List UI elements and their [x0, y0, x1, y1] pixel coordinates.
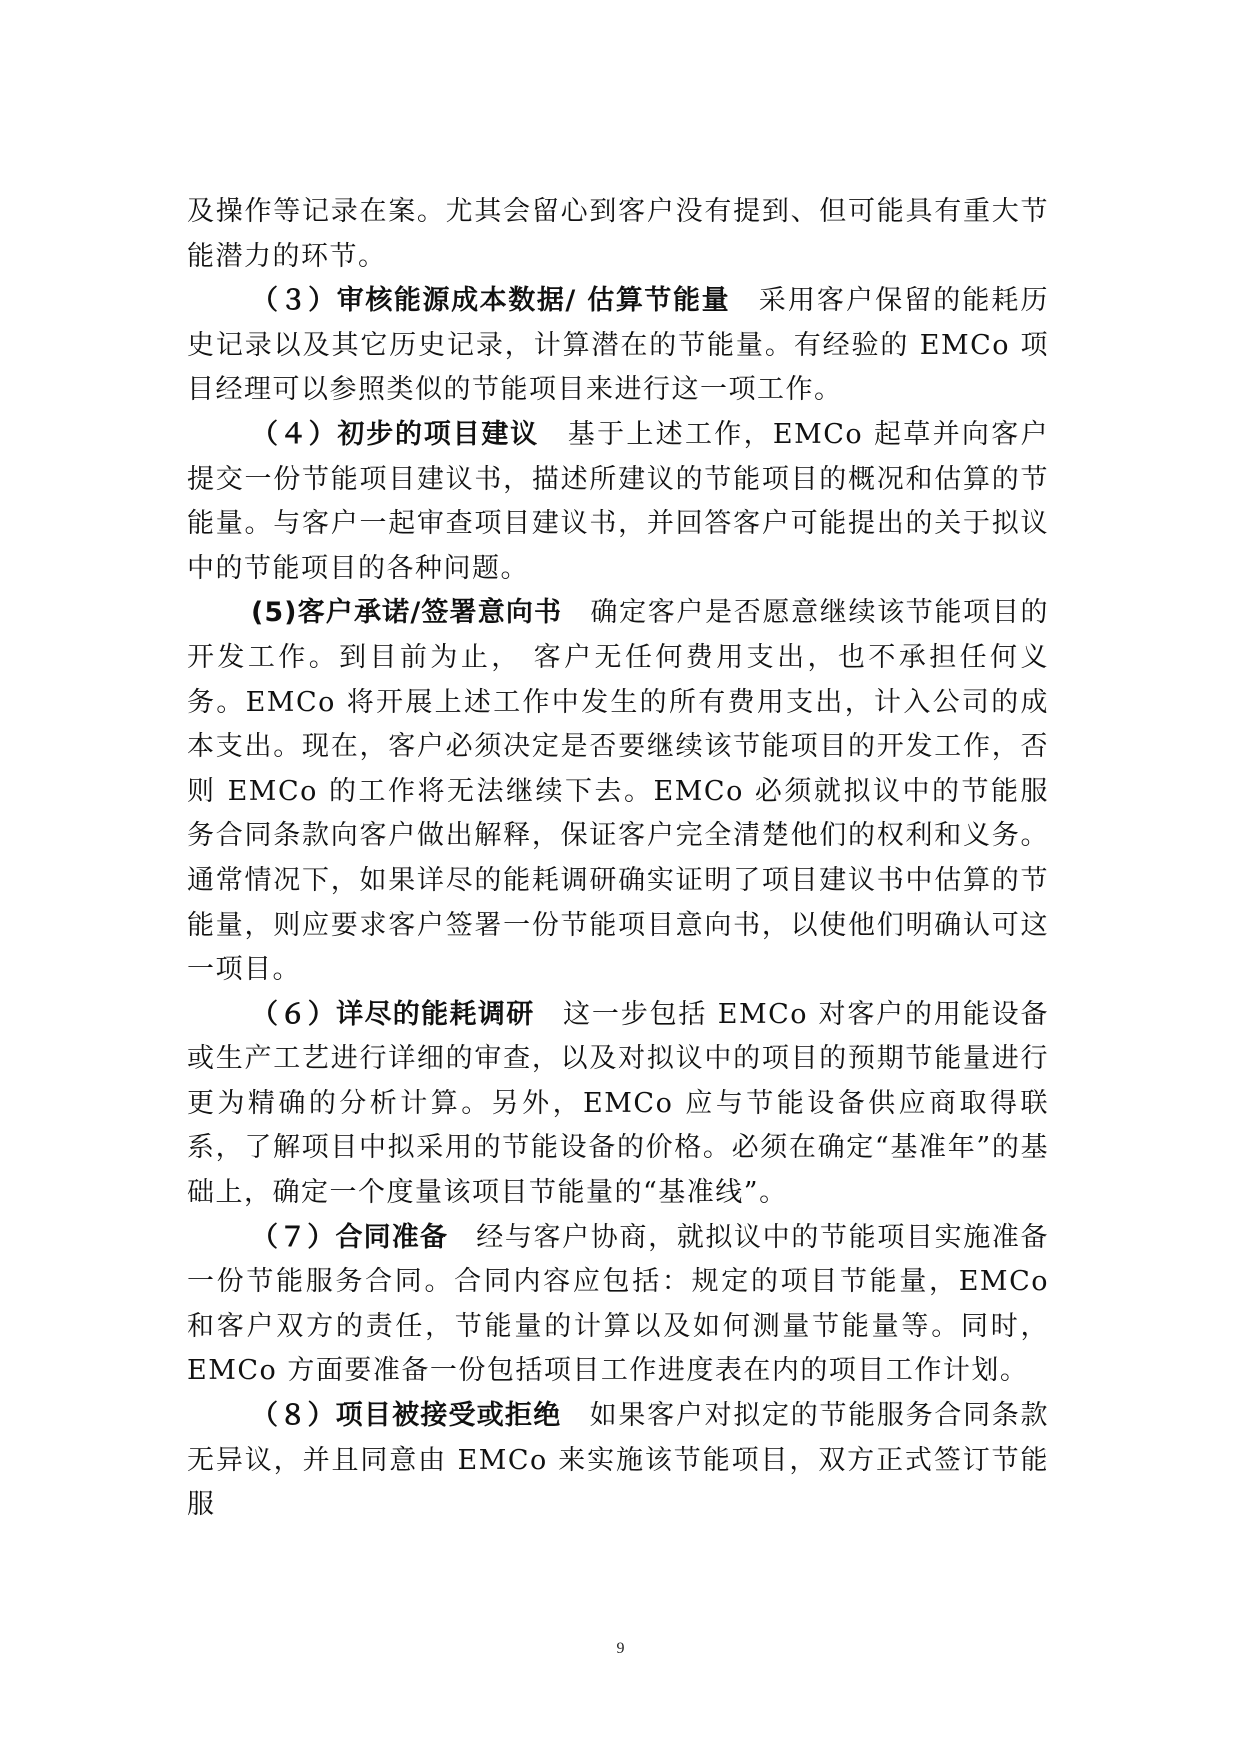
paragraph-step-8: [187, 1394, 1049, 1528]
step-3-heading: （３）审核能源成本数据/ 估算节能量: [251, 285, 731, 317]
paragraph-continuation: [187, 190, 1049, 279]
step-4-heading: （４）初步的项目建议: [251, 418, 539, 450]
step-5-heading: (5)客户承诺/签署意向书: [251, 597, 563, 629]
paragraph-step-3: [187, 279, 1049, 413]
step-8-heading: （８）项目被接受或拒绝: [251, 1400, 562, 1432]
step-4-text: 基于上述工作，EMCo 起草并向客户提交一份节能项目建议书，描述所建议的节能项目的概况和估算的节能量。与客户一起审查项目建议书，并回答客户可能提出的关于拟议中的节能项目的各种问题。: [187, 418, 1050, 584]
step-7-heading: （７）合同准备: [251, 1221, 449, 1253]
step-7-text: 经与客户协商，就拟议中的节能项目实施准备一份节能服务合同。合同内容应包括：规定的项目节能量，EMCo 和客户双方的责任，节能量的计算以及如何测量节能量等。同时，EMCo 方面要准备一份包括项目工作进度表在内的项目工作计划。: [187, 1221, 1050, 1387]
step-3-text: 采用客户保留的能耗历史记录以及其它历史记录，计算潜在的节能量。有经验的 EMCo 项目经理可以参照类似的节能项目来进行这一项工作。: [187, 285, 1049, 406]
step-5-text: 确定客户是否愿意继续该节能项目的开发工作。到目前为止， 客户无任何费用支出，也不承担任何义务。EMCo 将开展上述工作中发生的所有费用支出，计入公司的成本支出。现在，客户必须决定是否要继续该节能项目的开发工作，否则 EMCo 的工作将无法继续下去。EMCo 必须就拟议中的节能服务合同条款向客户做出解释，保证客户完全清楚他们的权利和义务。通常情况下，如果详尽的能耗调研确实证明了项目建议书中估算的节能量，则应要求客户签署一份节能项目意向书，以使他们明确认可这一项目。: [187, 597, 1050, 986]
page-number: 9: [616, 1640, 625, 1657]
paragraph-step-5: [187, 591, 1049, 992]
paragraph-step-6: [187, 993, 1049, 1216]
paragraph-text: 及操作等记录在案。尤其会留心到客户没有提到、但可能具有重大节能潜力的环节。: [187, 196, 1049, 272]
document-body: [187, 190, 1049, 1528]
step-8-text: 如果客户对拟定的节能服务合同条款无异议，并且同意由 EMCo 来实施该节能项目，双方正式签订节能服: [187, 1400, 1050, 1521]
paragraph-step-7: [187, 1216, 1049, 1394]
paragraph-step-4: [187, 413, 1049, 591]
step-6-text: 这一步包括 EMCo 对客户的用能设备或生产工艺进行详细的审查，以及对拟议中的项目的预期节能量进行更为精确的分析计算。另外，EMCo 应与节能设备供应商取得联系，了解项目中拟采用的节能设备的价格。必须在确定“基准年”的基础上，确定一个度量该项目节能量的“基准线”。: [187, 998, 1049, 1209]
step-6-heading: （６）详尽的能耗调研: [251, 998, 535, 1030]
